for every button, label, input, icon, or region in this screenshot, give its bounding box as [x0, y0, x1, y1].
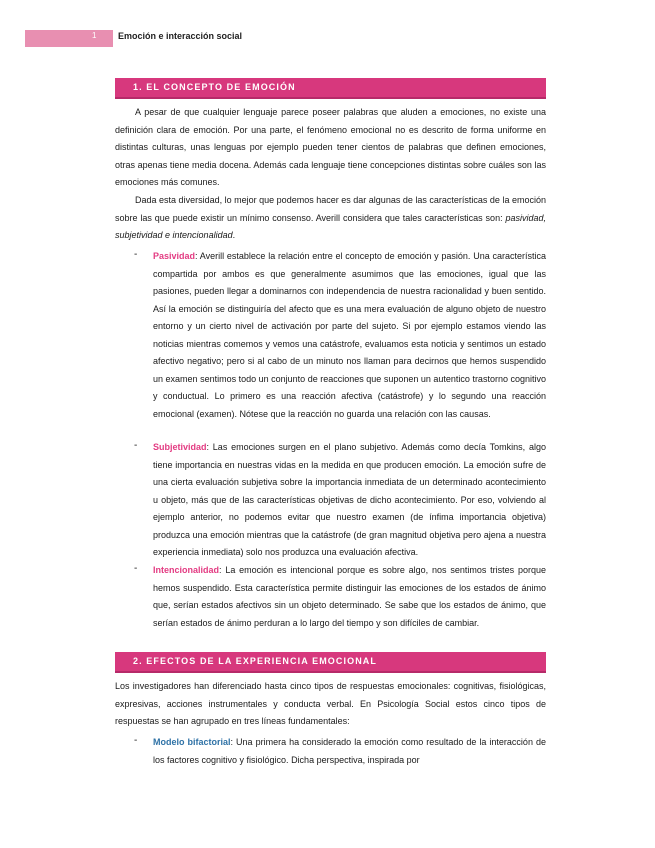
characteristics-list: pasividad, subjetividad e intencionalidad [115, 212, 546, 240]
page-number: 1 [92, 31, 97, 40]
running-title: Emoción e interacción social [118, 31, 243, 41]
list-item-intencionalidad [153, 562, 546, 632]
intro-paragraph-2-text: Dada esta diversidad, lo mejor que podemos hacer es dar algunas de las características de la emoción sobre las que puede existir un mínimo consenso. Averill considera que tales características son: [115, 195, 546, 223]
term-intencionalidad: Intencionalidad [153, 565, 220, 575]
intro-paragraph-2-end: . [232, 230, 236, 240]
bullet-marker: - [134, 440, 138, 451]
item-text-modelo-bifactorial: : Una primera ha considerado la emoción como resultado de la interacción de los factores cognitivo y fisiológico. Dicha perspectiva, inspirada por [153, 737, 546, 765]
item-text-pasividad: : Averill establece la relación entre el concepto de emoción y pasión. Una característica compartida por ambos es que generalmente asumimos que las emociones, igual que las pasiones, pueden llegar a dominarnos con independencia de nuestra racionalidad y buen sentido. Así la emoción se distinguiría del afecto que es una mera evaluación de alguno objeto de nuestro entorno y un cierto nivel de activación por parte del sujeto. Si por ejemplo estamos viendo las noticias mientras comemos y vemos una catástrofe, evaluamos esta noticia y sentimos un estado afectivo negativo; pero si al cabo de un minuto nos llaman para decirnos que hemos suspendido un examen sentimos todo un conjunto de reacciones que suponen un autentico trastorno cognitivo y conductual. Lo primero es una reacción afectiva (catástrofe) y lo segundo una reacción emocional (examen). Nótese que la reacción no guarda una relación con las causas. [153, 251, 546, 419]
section-2-intro: Los investigadores han diferenciado hasta cinco tipos de respuestas emocionales: cognitivas, fisiológicas, expresivas, acciones instrumentales y conducta verbal. En Psicología Social estos cinco tipos de respuestas se han agrupado en tres líneas fundamentales: [115, 681, 546, 726]
bullet-marker: - [134, 563, 138, 574]
list-item-modelo-bifactorial [153, 734, 546, 769]
item-text-intencionalidad: : La emoción es intencional porque es sobre algo, nos sentimos tristes porque hemos suspendido. Esta característica permite distinguir las emociones de los estados de ánimo que, serían estados afectivos sin un objeto determinado. Se sabe que los estados de ánimo, que serían estados de ánimo perduran a lo largo del tiempo y son difíciles de cambiar. [153, 565, 546, 628]
term-pasividad: Pasividad [153, 251, 196, 261]
intro-paragraph-2 [115, 192, 546, 245]
bullet-marker: - [134, 735, 138, 746]
item-text-subjetividad: : Las emociones surgen en el plano subjetivo. Además como decía Tomkins, algo tiene importancia en nuestras vidas en la medida en que producen emoción. La emoción sufre de una cierta evaluación subjetiva sobre la importancia inmediata de un determinado acontecimiento u objeto, más que de las características objetivas de dicho acontecimiento. Por eso, volviendo al ejemplo anterior, no podemos evitar que nuestro examen (de ínfima importancia objetiva) produzca una emoción mientras que la catástrofe (de gran magnitud objetiva pero ajena a nuestra experiencia inmediata) solo nos produzca una evaluación afectiva. [153, 442, 546, 557]
section-heading-1: 1. EL CONCEPTO DE EMOCIÓN [115, 78, 546, 97]
list-item-subjetividad [153, 439, 546, 562]
term-modelo-bifactorial: Modelo bifactorial [153, 737, 231, 747]
bullet-marker: - [134, 249, 138, 260]
list-item-pasividad [153, 248, 546, 423]
term-subjetividad: Subjetividad [153, 442, 207, 452]
page-number-tab [25, 30, 113, 47]
section-heading-2: 2. EFECTOS DE LA EXPERIENCIA EMOCIONAL [115, 652, 546, 671]
intro-paragraph-1: A pesar de que cualquier lenguaje parece poseer palabras que aluden a emociones, no existe una definición clara de emoción. Por una parte, el fenómeno emocional no es descrito de forma uniforme en distintas culturas, unas lenguas por ejemplo pueden tener cientos de palabras que definen emociones, otras apenas tiene media docena. Además cada lenguaje tiene concepciones distintas sobre cuáles son las emociones más comunes. [115, 107, 546, 187]
